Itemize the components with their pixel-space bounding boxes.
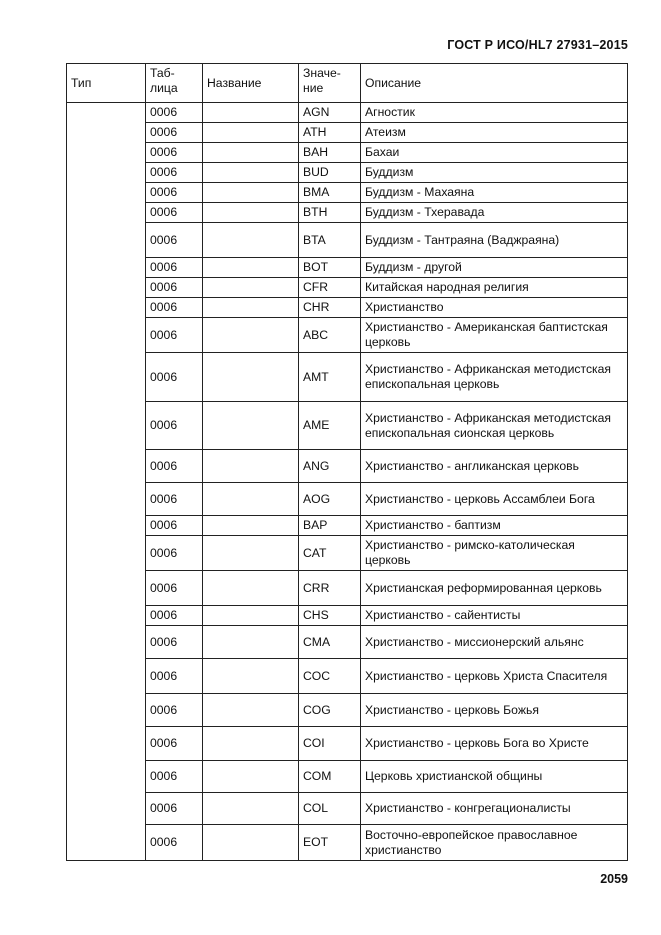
value-cell: BOT	[299, 258, 361, 278]
value-cell: CHS	[299, 606, 361, 626]
type-cell	[67, 258, 146, 278]
table-row	[67, 571, 628, 606]
document-standard-header: ГОСТ Р ИСО/HL7 27931–2015	[447, 38, 628, 52]
name-cell	[203, 353, 299, 402]
type-cell	[67, 626, 146, 659]
name-cell	[203, 793, 299, 825]
type-cell	[67, 825, 146, 861]
column-header-table: Таб- лица	[146, 64, 203, 103]
table-row	[67, 163, 628, 183]
description-cell: Христианство - церковь Бога во Христе	[361, 727, 628, 761]
type-cell	[67, 516, 146, 536]
table-code-cell: 0006	[146, 402, 203, 450]
name-cell	[203, 203, 299, 223]
table-row	[67, 278, 628, 298]
column-header-name: Название	[203, 64, 299, 103]
column-header-description: Описание	[361, 64, 628, 103]
name-cell	[203, 571, 299, 606]
table-code-cell: 0006	[146, 183, 203, 203]
table-row	[67, 298, 628, 318]
table-code-cell: 0006	[146, 298, 203, 318]
name-cell	[203, 516, 299, 536]
description-cell: Христианство - Американская баптистская церковь	[361, 318, 628, 353]
value-cell: ABC	[299, 318, 361, 353]
value-cell: BTA	[299, 223, 361, 258]
table-row	[67, 183, 628, 203]
type-cell	[67, 402, 146, 450]
name-cell	[203, 727, 299, 761]
table-code-cell: 0006	[146, 143, 203, 163]
value-cell: BMA	[299, 183, 361, 203]
name-cell	[203, 318, 299, 353]
value-cell: COC	[299, 659, 361, 694]
description-cell: Буддизм - другой	[361, 258, 628, 278]
name-cell	[203, 659, 299, 694]
table-code-cell: 0006	[146, 353, 203, 402]
description-cell: Христианство - сайентисты	[361, 606, 628, 626]
name-cell	[203, 163, 299, 183]
name-cell	[203, 626, 299, 659]
name-cell	[203, 825, 299, 861]
description-cell: Китайская народная религия	[361, 278, 628, 298]
table-header	[67, 64, 628, 103]
table-code-cell: 0006	[146, 450, 203, 483]
description-cell: Христианство - Африканская методистская епископальная сионская церковь	[361, 402, 628, 450]
table-code-cell: 0006	[146, 694, 203, 727]
table-code-cell: 0006	[146, 793, 203, 825]
description-cell: Христианство - Африканская методистская епископальная церковь	[361, 353, 628, 402]
table-row	[67, 516, 628, 536]
column-header-type: Тип	[67, 64, 146, 103]
type-cell	[67, 793, 146, 825]
name-cell	[203, 402, 299, 450]
type-cell	[67, 536, 146, 571]
value-cell: AME	[299, 402, 361, 450]
description-cell: Христианство - церковь Божья	[361, 694, 628, 727]
table-code-cell: 0006	[146, 223, 203, 258]
name-cell	[203, 298, 299, 318]
table-row	[67, 203, 628, 223]
table-code-cell: 0006	[146, 103, 203, 123]
description-cell: Буддизм	[361, 163, 628, 183]
table-code-cell: 0006	[146, 626, 203, 659]
value-cell: AMT	[299, 353, 361, 402]
type-cell	[67, 483, 146, 516]
type-cell	[67, 123, 146, 143]
table-row	[67, 626, 628, 659]
type-cell	[67, 103, 146, 123]
value-cell: BUD	[299, 163, 361, 183]
table-row	[67, 694, 628, 727]
value-cell: CFR	[299, 278, 361, 298]
description-cell: Христианство - миссионерский альянс	[361, 626, 628, 659]
table-code-cell: 0006	[146, 659, 203, 694]
table-code-cell: 0006	[146, 278, 203, 298]
table-code-cell: 0006	[146, 516, 203, 536]
value-cell: COG	[299, 694, 361, 727]
type-cell	[67, 694, 146, 727]
table-row	[67, 318, 628, 353]
name-cell	[203, 483, 299, 516]
table-code-cell: 0006	[146, 571, 203, 606]
description-cell: Христианство - церковь Ассамблеи Бога	[361, 483, 628, 516]
table-row	[67, 103, 628, 123]
value-cell: COL	[299, 793, 361, 825]
description-cell: Христианство - баптизм	[361, 516, 628, 536]
description-cell: Христианство - церковь Христа Спасителя	[361, 659, 628, 694]
name-cell	[203, 103, 299, 123]
description-cell: Христианство - римско-католическая церковь	[361, 536, 628, 571]
value-cell: AGN	[299, 103, 361, 123]
table-row	[67, 761, 628, 793]
table-row	[67, 659, 628, 694]
type-cell	[67, 727, 146, 761]
value-cell: CAT	[299, 536, 361, 571]
type-cell	[67, 318, 146, 353]
type-cell	[67, 353, 146, 402]
table-code-cell: 0006	[146, 163, 203, 183]
table-row	[67, 825, 628, 861]
table-row	[67, 606, 628, 626]
value-cell: EOT	[299, 825, 361, 861]
table-row	[67, 223, 628, 258]
name-cell	[203, 536, 299, 571]
description-cell: Буддизм - Тхеравада	[361, 203, 628, 223]
table-header-row	[67, 64, 628, 103]
table-code-cell: 0006	[146, 258, 203, 278]
table-code-cell: 0006	[146, 483, 203, 516]
description-cell: Атеизм	[361, 123, 628, 143]
table-code-cell: 0006	[146, 761, 203, 793]
value-cell: ATH	[299, 123, 361, 143]
value-cell: COM	[299, 761, 361, 793]
table-code-cell: 0006	[146, 318, 203, 353]
name-cell	[203, 694, 299, 727]
type-cell	[67, 761, 146, 793]
name-cell	[203, 258, 299, 278]
name-cell	[203, 123, 299, 143]
name-cell	[203, 278, 299, 298]
type-cell	[67, 659, 146, 694]
type-cell	[67, 183, 146, 203]
table-row	[67, 793, 628, 825]
table-row	[67, 258, 628, 278]
name-cell	[203, 450, 299, 483]
type-cell	[67, 606, 146, 626]
type-cell	[67, 203, 146, 223]
description-cell: Агностик	[361, 103, 628, 123]
table-row	[67, 483, 628, 516]
description-cell: Буддизм - Тантраяна (Ваджраяна)	[361, 223, 628, 258]
value-cell: AOG	[299, 483, 361, 516]
description-cell: Восточно-европейское православное христианство	[361, 825, 628, 861]
name-cell	[203, 606, 299, 626]
table-code-cell: 0006	[146, 123, 203, 143]
description-cell: Церковь христианской общины	[361, 761, 628, 793]
value-cell: BAP	[299, 516, 361, 536]
value-cell: BTH	[299, 203, 361, 223]
description-cell: Бахаи	[361, 143, 628, 163]
description-cell: Христианство - конгрегационалисты	[361, 793, 628, 825]
religion-codes-table	[66, 63, 628, 861]
type-cell	[67, 143, 146, 163]
value-cell: CHR	[299, 298, 361, 318]
type-cell	[67, 298, 146, 318]
table-row	[67, 402, 628, 450]
table-row	[67, 727, 628, 761]
table-code-cell: 0006	[146, 727, 203, 761]
table-code-cell: 0006	[146, 825, 203, 861]
value-cell: COI	[299, 727, 361, 761]
table-body	[67, 103, 628, 861]
value-cell: ANG	[299, 450, 361, 483]
table-row	[67, 143, 628, 163]
name-cell	[203, 761, 299, 793]
name-cell	[203, 183, 299, 203]
table-row	[67, 450, 628, 483]
name-cell	[203, 223, 299, 258]
column-header-value: Значе- ние	[299, 64, 361, 103]
description-cell: Христианство	[361, 298, 628, 318]
table-row	[67, 536, 628, 571]
table-row	[67, 123, 628, 143]
name-cell	[203, 143, 299, 163]
description-cell: Буддизм - Махаяна	[361, 183, 628, 203]
type-cell	[67, 223, 146, 258]
type-cell	[67, 571, 146, 606]
value-cell: CMA	[299, 626, 361, 659]
value-cell: BAH	[299, 143, 361, 163]
table-row	[67, 353, 628, 402]
table-code-cell: 0006	[146, 606, 203, 626]
description-cell: Христианство - англиканская церковь	[361, 450, 628, 483]
type-cell	[67, 278, 146, 298]
table-code-cell: 0006	[146, 536, 203, 571]
description-cell: Христианская реформированная церковь	[361, 571, 628, 606]
type-cell	[67, 163, 146, 183]
table-code-cell: 0006	[146, 203, 203, 223]
value-cell: CRR	[299, 571, 361, 606]
type-cell	[67, 450, 146, 483]
page-number: 2059	[600, 872, 628, 886]
